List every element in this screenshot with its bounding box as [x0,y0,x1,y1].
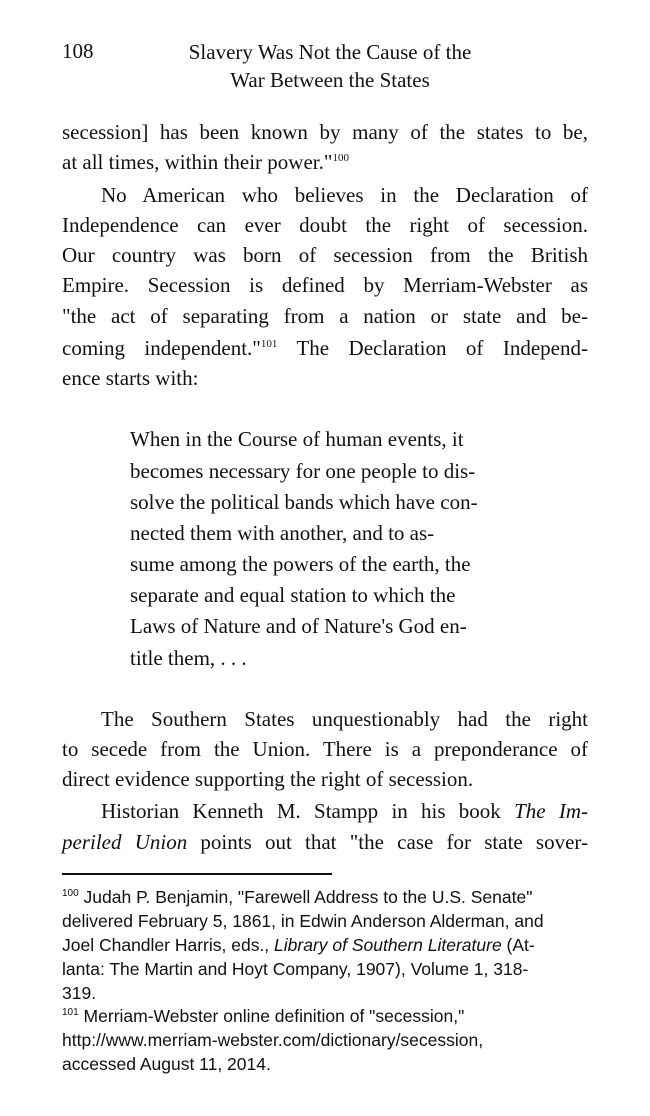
footnote-text: Joel Chandler Harris, eds., [62,935,275,955]
body-text: coming independent." [62,336,261,360]
body-line: Independence can ever doubt the right of secession. [62,213,588,237]
quote-line: nected them with another, and to as- [130,521,435,545]
body-line [101,796,588,826]
body-line: No American who believes in the Declaration of [101,183,588,207]
footnote-text: Merriam-Webster online definition of "secession," [78,1006,465,1026]
footnote-line: delivered February 5, 1861, in Edwin Anderson Alderman, and [62,911,544,931]
footnote-ref-101[interactable]: 101 [260,338,278,350]
footnote-text: Judah P. Benjamin, "Farewell Address to the U.S. Senate" [78,887,533,907]
page-number: 108 [62,39,94,63]
body-line: Our country was born of secession from the British [62,243,588,267]
footnote-line: accessed August 11, 2014. [62,1054,271,1074]
book-title: periled Union [62,830,188,854]
footnote-text: (At- [501,935,535,955]
body-line: secession] has been known by many of the states to be, [62,120,588,144]
footnote-number: 101 [62,1007,79,1019]
running-title [150,38,510,94]
footnote-line: lanta: The Martin and Hoyt Company, 1907), Volume 1, 318- [62,959,529,979]
footnote-ref-100[interactable]: 100 [332,152,349,164]
footnote-rule [62,873,332,875]
body-text: Historian Kenneth M. Stampp in his book [101,799,515,823]
quote-line: solve the political bands which have con- [130,490,478,514]
body-line: to secede from the Union. There is a preponderance of [62,737,588,761]
body-text: The Declaration of Independ- [277,336,588,360]
body-line: "the act of separating from a nation or state and be- [62,304,588,328]
body-line: direct evidence supporting the right of secession. [62,767,474,791]
body-text: points out that "the case for state sover- [187,830,588,854]
body-line [62,333,588,363]
body-line: Empire. Secession is defined by Merriam-Webster as [62,273,588,297]
body-line [62,827,588,857]
quote-line: separate and equal station to which the [130,583,456,607]
footnote-url[interactable]: http://www.merriam-webster.com/dictionary/secession, [62,1030,484,1050]
quote-line: sume among the powers of the earth, the [130,552,471,576]
body-line: ence starts with: [62,366,199,390]
footnote-number: 100 [62,888,79,900]
quote-line: becomes necessary for one people to dis- [130,459,476,483]
book-title: The Im- [514,799,588,823]
footnote-line: 319. [62,983,97,1003]
quote-line: title them, . . . [130,646,247,670]
quote-line: Laws of Nature and of Nature's God en- [130,614,467,638]
running-title-line: War Between the States [230,68,430,92]
quote-line: When in the Course of human events, it [130,427,464,451]
body-line [62,147,349,177]
footnote-line [62,934,535,958]
body-line: The Southern States unquestionably had the right [101,707,588,731]
body-text: at all times, within their power." [62,150,333,174]
book-title: Library of Southern Literature [274,935,502,955]
footnote-line [62,886,532,910]
footnote-line [62,1005,464,1029]
running-title-line: Slavery Was Not the Cause of the [188,40,472,64]
